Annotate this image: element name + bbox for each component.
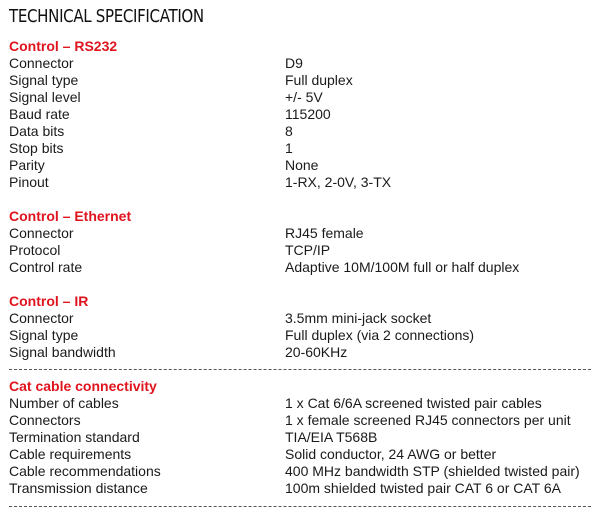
spec-row xyxy=(9,344,591,361)
spec-row xyxy=(9,446,591,463)
spec-row xyxy=(9,157,591,174)
spec-value: Adaptive 10M/100M full or half duplex xyxy=(285,259,520,275)
spec-row xyxy=(9,225,591,242)
spec-value: 1-RX, 2-0V, 3-TX xyxy=(285,174,392,190)
spec-value: 8 xyxy=(285,123,293,139)
spec-row xyxy=(9,412,591,429)
spec-value: 1 x female screened RJ45 connectors per unit xyxy=(285,412,571,428)
section-rs232 xyxy=(9,38,591,191)
section-heading: Control – RS232 xyxy=(9,38,118,54)
spec-row xyxy=(9,480,591,497)
spec-row xyxy=(9,259,591,276)
dashed-divider xyxy=(9,506,591,507)
spec-label: Termination standard xyxy=(9,429,140,445)
spec-label: Connector xyxy=(9,55,74,71)
spec-value: TIA/EIA T568B xyxy=(285,429,378,445)
section-ir xyxy=(9,293,591,361)
spec-row xyxy=(9,106,591,123)
spec-label: Parity xyxy=(9,157,45,173)
spec-label: Connector xyxy=(9,225,74,241)
section-cat-cable xyxy=(9,378,591,497)
spec-label: Number of cables xyxy=(9,395,119,411)
spec-label: Data bits xyxy=(9,123,65,139)
spec-label: Pinout xyxy=(9,174,49,190)
section-heading: Cat cable connectivity xyxy=(9,378,157,394)
spec-value: 100m shielded twisted pair CAT 6 or CAT 6A xyxy=(285,480,561,496)
spec-row xyxy=(9,140,591,157)
spec-value: 400 MHz bandwidth STP (shielded twisted pair) xyxy=(285,463,580,479)
spec-value: Full duplex xyxy=(285,72,353,88)
spec-label: Signal type xyxy=(9,327,79,343)
spec-row xyxy=(9,463,591,480)
spec-label: Control rate xyxy=(9,259,83,275)
spec-row xyxy=(9,327,591,344)
spec-value: 1 x Cat 6/6A screened twisted pair cables xyxy=(285,395,542,411)
spec-label: Cable recommendations xyxy=(9,463,161,479)
spec-value: Solid conductor, 24 AWG or better xyxy=(285,446,497,462)
spec-label: Protocol xyxy=(9,242,61,258)
spec-label: Connector xyxy=(9,310,74,326)
spec-row xyxy=(9,174,591,191)
spec-value: None xyxy=(285,157,319,173)
spec-label: Stop bits xyxy=(9,140,64,156)
spec-value: +/- 5V xyxy=(285,89,323,105)
dashed-divider xyxy=(9,369,591,370)
spec-value: 115200 xyxy=(285,106,331,122)
spec-row xyxy=(9,72,591,89)
spec-label: Connectors xyxy=(9,412,81,428)
spec-value: D9 xyxy=(285,55,303,71)
spec-label: Cable requirements xyxy=(9,446,132,462)
spec-label: Baud rate xyxy=(9,106,70,122)
spec-label: Transmission distance xyxy=(9,480,148,496)
spec-row xyxy=(9,310,591,327)
spec-value: 1 xyxy=(285,140,293,156)
spec-value: 3.5mm mini-jack socket xyxy=(285,310,432,326)
spec-value: TCP/IP xyxy=(285,242,331,258)
spec-row xyxy=(9,395,591,412)
page-title: TECHNICAL SPECIFICATION xyxy=(9,7,204,27)
section-heading: Control – IR xyxy=(9,293,89,309)
spec-row xyxy=(9,89,591,106)
spec-value: 20-60KHz xyxy=(285,344,348,360)
spec-row xyxy=(9,242,591,259)
spec-label: Signal bandwidth xyxy=(9,344,116,360)
spec-value: Full duplex (via 2 connections) xyxy=(285,327,475,343)
spec-value: RJ45 female xyxy=(285,225,364,241)
spec-label: Signal type xyxy=(9,72,79,88)
spec-row xyxy=(9,55,591,72)
spec-row xyxy=(9,429,591,446)
section-heading: Control – Ethernet xyxy=(9,208,132,224)
spec-label: Signal level xyxy=(9,89,81,105)
spec-row xyxy=(9,123,591,140)
section-ethernet xyxy=(9,208,591,276)
